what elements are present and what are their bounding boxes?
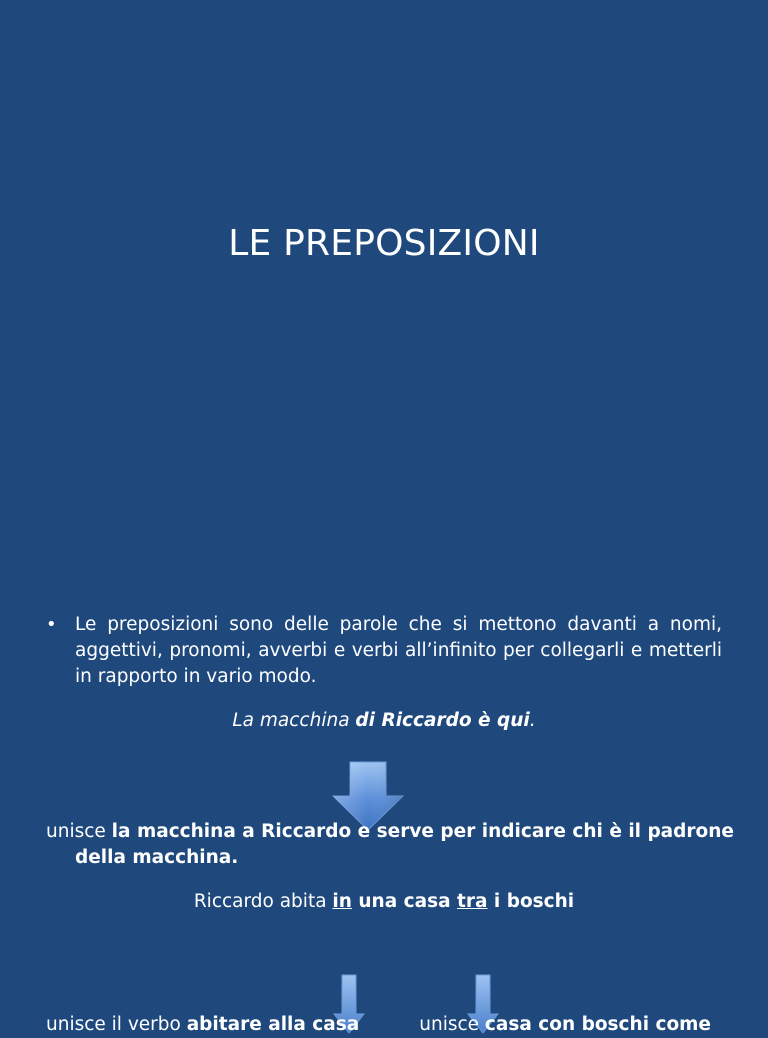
- example-2-part-3: una casa: [351, 891, 458, 912]
- explain-1-part-1: unisce: [46, 821, 112, 842]
- example-2-part-1: Riccardo abita: [193, 891, 333, 912]
- slide-title: LE PREPOSIZIONI: [228, 223, 540, 264]
- example-sentence-2: [0, 889, 768, 915]
- bullet-text: Le preposizioni sono delle parole che si mettono davanti a nomi, aggettivi, pronomi, avverbi e verbi all’infinito per collegarli e metterli in rapporto in vario modo.: [75, 614, 722, 687]
- explain-2-part-3: unisce: [419, 1014, 485, 1035]
- example-1-part-1: La macchina: [232, 710, 356, 731]
- explain-2-part-2: abitare alla casa: [186, 1014, 360, 1035]
- explain-2-part-1: unisce il verbo: [46, 1014, 187, 1035]
- explanation-2: [46, 1012, 736, 1038]
- explanation-1: [46, 819, 736, 871]
- example-sentence-1: [0, 708, 768, 734]
- example-2-part-5: i boschi: [487, 891, 575, 912]
- example-1-part-2: di Riccardo è qui: [355, 710, 530, 731]
- bullet-dot-icon: •: [46, 614, 57, 635]
- example-2-part-4: tra: [457, 891, 488, 912]
- explain-1-part-2: la macchina a Riccardo e serve per indicare chi è il padrone della macchina.: [75, 821, 734, 868]
- bullet-paragraph: [46, 612, 722, 690]
- example-1-part-3: .: [529, 710, 536, 731]
- explain-2-part-4: casa con boschi come: [484, 1014, 711, 1035]
- example-2-part-2: in: [332, 891, 352, 912]
